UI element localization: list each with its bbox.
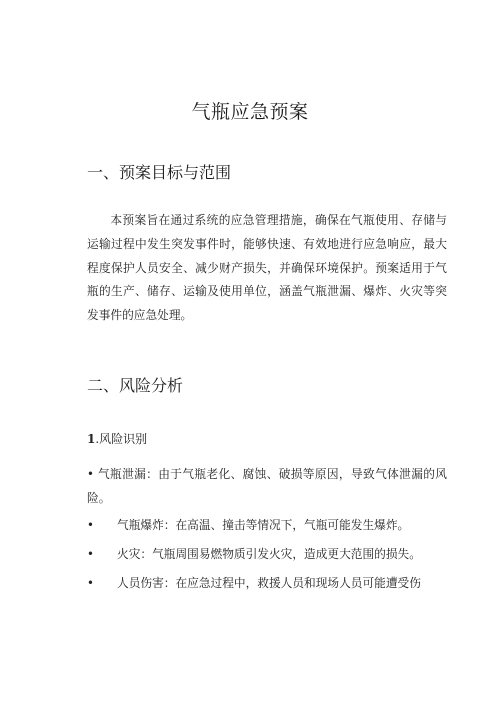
subheading-number: 1 [87,432,96,446]
risk-text: 气瓶泄漏：由于气瓶老化、腐蚀、破损等原因，导致气体泄漏的风险。 [87,467,447,505]
risk-text: 人员伤害：在应急过程中，救援人员和现场人员可能遭受伤 [117,576,421,590]
risk-item-injury [87,573,467,593]
subheading-label: .风险识别 [95,432,148,446]
bullet-icon: • [87,547,94,561]
section-heading-scope: 一、预案目标与范围 [87,163,232,182]
risk-item-explosion [87,515,467,535]
subheading-risk-identification [87,430,147,447]
risk-text: 火灾：气瓶周围易燃物质引发火灾，造成更大范围的损失。 [117,547,421,561]
risk-item-leak [87,462,447,510]
bullet-icon: • [87,467,94,481]
document-title: 气瓶应急预案 [191,101,309,123]
risk-text: 气瓶爆炸：在高温、撞击等情况下，气瓶可能发生爆炸。 [117,518,410,532]
bullet-icon: • [87,518,94,532]
scope-paragraph: 本预案旨在通过系统的应急管理措施，确保在气瓶使用、存储与运输过程中发生突发事件时，能够快速、有效地进行应急响应，最大程度保护人员安全、减少财产损失，并确保环境保护。预案适用于气瓶的生产、储存、运输及使用单位，涵盖气瓶泄漏、爆炸、火灾等突发事件的应急处理。 [87,213,447,323]
bullet-icon: • [87,576,94,590]
risk-item-fire [87,544,467,564]
section-heading-risk-analysis: 二、风险分析 [87,376,184,395]
